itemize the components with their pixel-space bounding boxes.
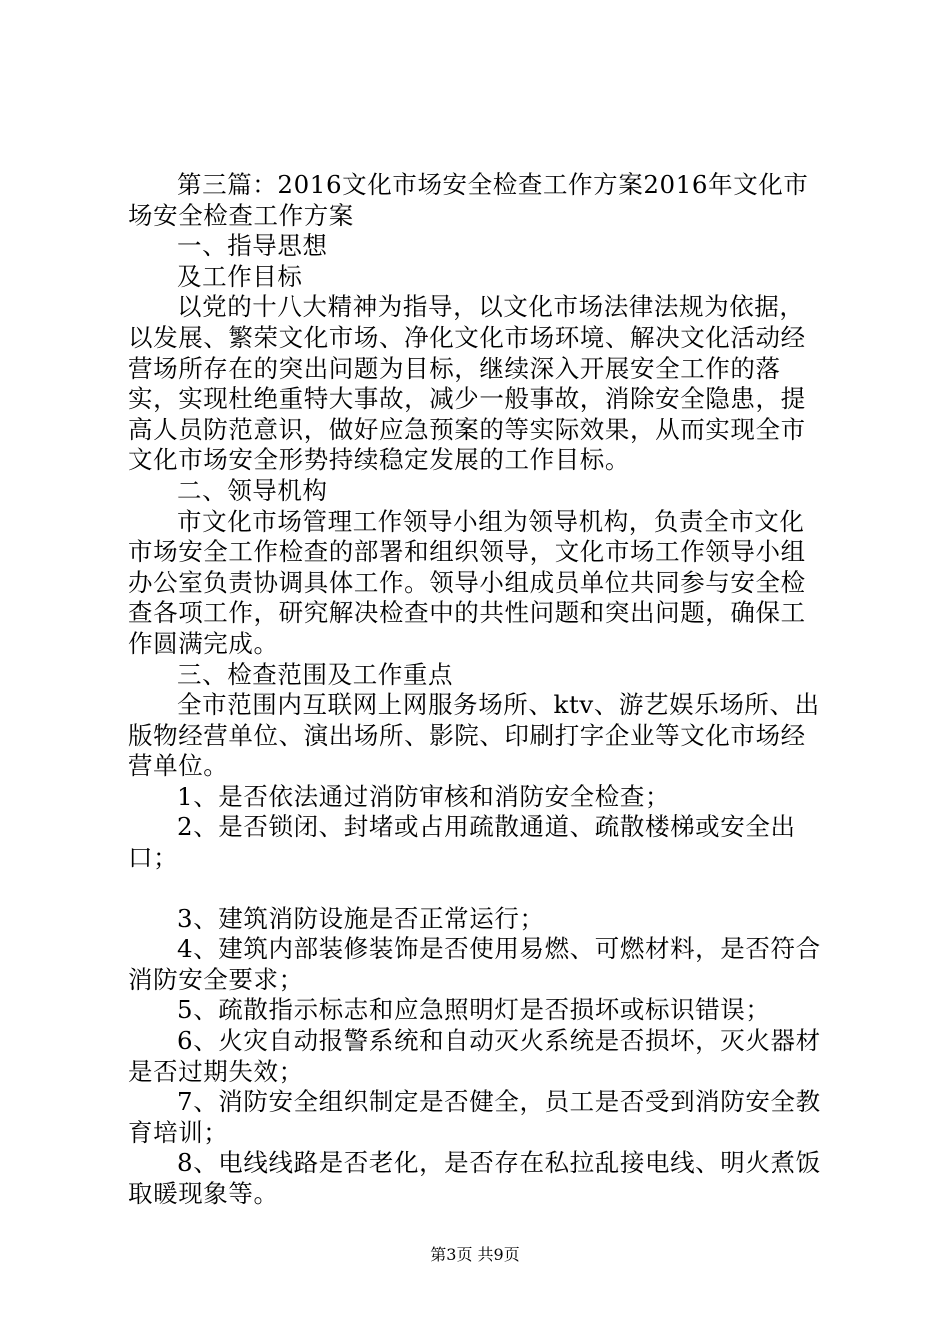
check-item: 4、建筑内部装修装饰是否使用易燃、可燃材料，是否符合消防安全要求； [128, 934, 821, 994]
section-heading-work-goals: 及工作目标 [177, 261, 303, 291]
check-item: 3、建筑消防设施是否正常运行； [177, 903, 545, 933]
document-title: 第三篇：2016文化市场安全检查工作方案2016年文化市场安全检查工作方案 [128, 170, 809, 230]
check-item: 1、是否依法通过消防审核和消防安全检查； [177, 781, 671, 811]
section-heading-leadership: 二、领导机构 [177, 475, 328, 505]
blank-line [128, 874, 828, 904]
section-heading-scope: 三、检查范围及工作重点 [177, 659, 454, 689]
section-heading-guiding-thought: 一、指导思想 [177, 231, 328, 261]
paragraph-goals: 以党的十八大精神为指导，以文化市场法律法规为依据，以发展、繁荣文化市场、净化文化市场环境、解决文化活动经营场所存在的突出问题为目标，继续深入开展安全工作的落实，实现杜绝重特大事故，减少一般事故，消除安全隐患，提高人员防范意识，做好应急预案的等实际效果，从而实现全市文化市场安全形势持续稳定发展的工作目标。 [128, 292, 806, 475]
check-item: 2、是否锁闭、封堵或占用疏散通道、疏散楼梯或安全出口； [128, 812, 796, 873]
check-item: 6、火灾自动报警系统和自动灭火系统是否损坏，灭火器材是否过期失效； [128, 1026, 821, 1086]
paragraph-scope: 全市范围内互联网上网服务场所、ktv、游艺娱乐场所、出版物经营单位、演出场所、影院、印刷打字企业等文化市场经营单位。 [128, 690, 820, 781]
check-item: 5、疏散指示标志和应急照明灯是否损坏或标识错误； [177, 995, 771, 1025]
paragraph-leadership: 市文化市场管理工作领导小组为领导机构，负责全市文化市场安全工作检查的部署和组织领导，文化市场工作领导小组办公室负责协调具体工作。领导小组成员单位共同参与安全检查各项工作，研究解决检查中的共性问题和突出问题，确保工作圆满完成。 [128, 506, 806, 658]
check-item: 7、消防安全组织制定是否健全，员工是否受到消防安全教育培训； [128, 1087, 821, 1147]
check-item: 8、电线线路是否老化，是否存在私拉乱接电线、明火煮饭取暖现象等。 [128, 1148, 821, 1208]
document-body [128, 170, 828, 1210]
page-number: 第3页 共9页 [430, 1245, 520, 1264]
